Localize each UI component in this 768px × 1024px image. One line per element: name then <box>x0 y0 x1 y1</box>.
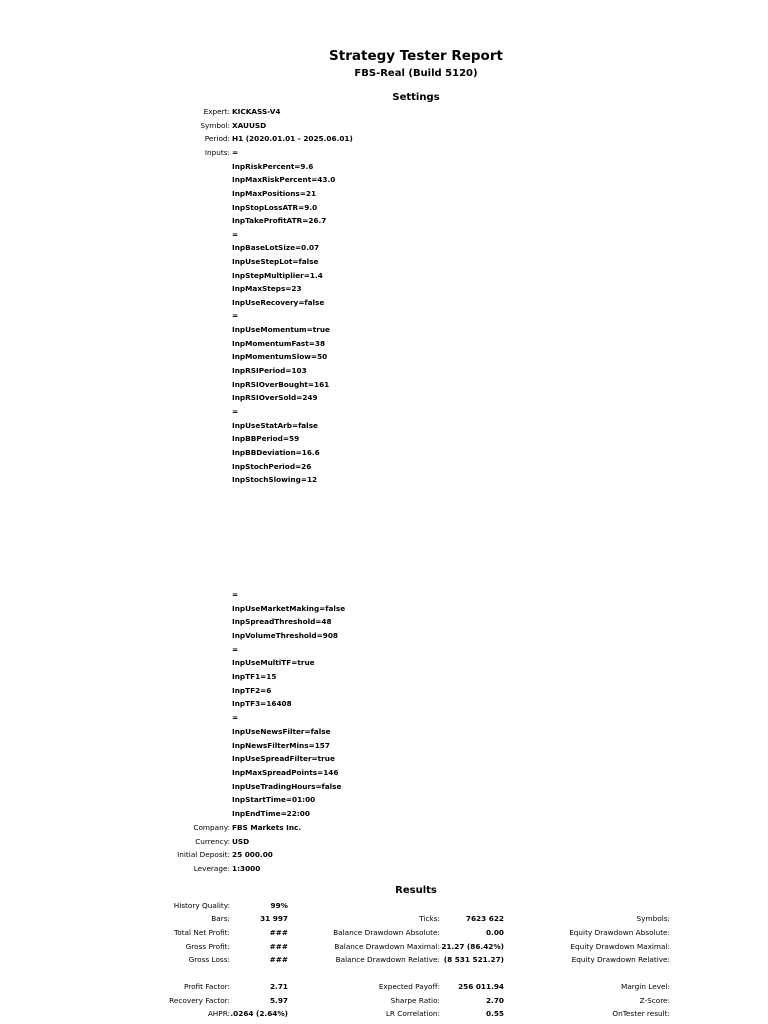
period-value: H1 (2020.01.01 - 2025.06.01) <box>232 134 353 143</box>
input-line: InpMaxRiskPercent=43.0 <box>232 175 336 184</box>
total-net-profit-label: Total Net Profit: <box>174 928 230 937</box>
input-line: InpMaxSpreadPoints=146 <box>232 768 339 777</box>
z-score-label: Z-Score: <box>639 996 670 1005</box>
input-line: = <box>232 713 239 722</box>
input-line: InpVolumeThreshold=908 <box>232 631 338 640</box>
symbol-label: Symbol: <box>200 121 230 130</box>
input-line: InpStochPeriod=26 <box>232 462 312 471</box>
input-line: InpMomentumSlow=50 <box>232 352 328 361</box>
expert-value: KICKASS-V4 <box>232 107 281 116</box>
leverage-label: Leverage: <box>193 864 230 873</box>
period-label: Period: <box>204 134 230 143</box>
company-value: FBS Markets Inc. <box>232 823 302 832</box>
sharpe-ratio-label: Sharpe Ratio: <box>390 996 440 1005</box>
input-line: InpRSIOverSold=249 <box>232 393 318 402</box>
input-line: InpEndTime=22:00 <box>232 809 310 818</box>
input-line: = <box>232 311 239 320</box>
symbols-label: Symbols: <box>636 914 670 923</box>
gross-loss-label: Gross Loss: <box>188 955 230 964</box>
input-line: InpStepMultiplier=1.4 <box>232 271 323 280</box>
input-line: InpUseMultiTF=true <box>232 658 315 667</box>
input-line: InpRSIOverBought=161 <box>232 380 330 389</box>
input-line: = <box>232 148 239 157</box>
recovery-factor-value: 5.97 <box>269 996 288 1005</box>
bars-label: Bars: <box>211 914 230 923</box>
expected-payoff-label: Expected Payoff: <box>378 982 440 991</box>
input-line: InpRSIPeriod=103 <box>232 366 307 375</box>
recovery-factor-label: Recovery Factor: <box>169 996 230 1005</box>
profit-factor-value: 2.71 <box>269 982 288 991</box>
input-line: InpUseMarketMaking=false <box>232 604 346 613</box>
input-line: InpBBPeriod=59 <box>232 434 300 443</box>
initial-deposit-value: 25 000.00 <box>232 850 273 859</box>
results-heading: Results <box>395 885 437 896</box>
balance-dd-relative-value: (8 531 521.27) <box>443 955 504 964</box>
settings-heading: Settings <box>392 92 440 103</box>
report-subtitle: FBS-Real (Build 5120) <box>354 68 478 79</box>
balance-dd-maximal-value: 21.27 (86.42%) <box>441 942 504 951</box>
expert-label: Expert: <box>203 107 230 116</box>
equity-dd-relative-label: Equity Drawdown Relative: <box>571 955 670 964</box>
ahpr-value: .0264 (2.64%) <box>230 1009 288 1018</box>
input-line: InpStopLossATR=9.0 <box>232 203 318 212</box>
input-line: InpMomentumFast=38 <box>232 339 326 348</box>
input-line: InpTF1=15 <box>232 672 277 681</box>
margin-level-label: Margin Level: <box>621 982 670 991</box>
ticks-value: 7623 622 <box>465 914 504 923</box>
symbol-value: XAUUSD <box>232 121 267 130</box>
lr-correlation-value: 0.55 <box>485 1009 504 1018</box>
balance-dd-absolute-label: Balance Drawdown Absolute: <box>333 928 440 937</box>
report-title: Strategy Tester Report <box>329 48 503 64</box>
ontester-result-label: OnTester result: <box>612 1009 670 1018</box>
currency-value: USD <box>232 837 250 846</box>
input-line: InpStochSlowing=12 <box>232 475 318 484</box>
input-line: InpTakeProfitATR=26.7 <box>232 216 327 225</box>
ahpr-label: AHPR: <box>207 1009 230 1018</box>
input-line: InpMaxSteps=23 <box>232 284 302 293</box>
expected-payoff-value: 256 011.94 <box>458 982 504 991</box>
profit-factor-label: Profit Factor: <box>183 982 230 991</box>
total-net-profit-value: ### <box>269 928 288 937</box>
gross-profit-value: ### <box>269 942 288 951</box>
input-line: InpBBDeviation=16.6 <box>232 448 320 457</box>
history-quality-label: History Quality: <box>173 901 230 910</box>
input-line: InpUseNewsFilter=false <box>232 727 331 736</box>
company-label: Company: <box>193 823 230 832</box>
input-line: InpStartTime=01:00 <box>232 795 316 804</box>
inputs-label: Inputs: <box>204 148 230 157</box>
gross-loss-value: ### <box>269 955 288 964</box>
equity-dd-maximal-label: Equity Drawdown Maximal: <box>570 942 670 951</box>
input-line: = <box>232 590 239 599</box>
gross-profit-label: Gross Profit: <box>185 942 230 951</box>
balance-dd-relative-label: Balance Drawdown Relative: <box>335 955 440 964</box>
sharpe-ratio-value: 2.70 <box>485 996 504 1005</box>
input-line: InpUseMomentum=true <box>232 325 331 334</box>
input-line: InpMaxPositions=21 <box>232 189 317 198</box>
input-line: InpUseStepLot=false <box>232 257 319 266</box>
lr-correlation-label: LR Correlation: <box>385 1009 440 1018</box>
input-line: InpUseRecovery=false <box>232 298 325 307</box>
leverage-value: 1:3000 <box>232 864 261 873</box>
initial-deposit-label: Initial Deposit: <box>177 850 230 859</box>
input-line: InpSpreadThreshold=48 <box>232 617 332 626</box>
input-line: InpRiskPercent=9.6 <box>232 162 314 171</box>
input-line: InpTF2=6 <box>232 686 272 695</box>
input-line: InpUseSpreadFilter=true <box>232 754 335 763</box>
input-line: InpBaseLotSize=0.07 <box>232 243 320 252</box>
input-line: = <box>232 407 239 416</box>
input-line: InpUseStatArb=false <box>232 421 318 430</box>
input-line: InpTF3=16408 <box>232 699 292 708</box>
bars-value: 31 997 <box>260 914 288 923</box>
input-line: = <box>232 645 239 654</box>
balance-dd-absolute-value: 0.00 <box>485 928 504 937</box>
input-line: = <box>232 230 239 239</box>
currency-label: Currency: <box>195 837 230 846</box>
input-line: InpNewsFilterMins=157 <box>232 741 330 750</box>
equity-dd-absolute-label: Equity Drawdown Absolute: <box>569 928 670 937</box>
balance-dd-maximal-label: Balance Drawdown Maximal: <box>334 942 440 951</box>
ticks-label: Ticks: <box>419 914 440 923</box>
history-quality-value: 99% <box>270 901 288 910</box>
input-line: InpUseTradingHours=false <box>232 782 342 791</box>
